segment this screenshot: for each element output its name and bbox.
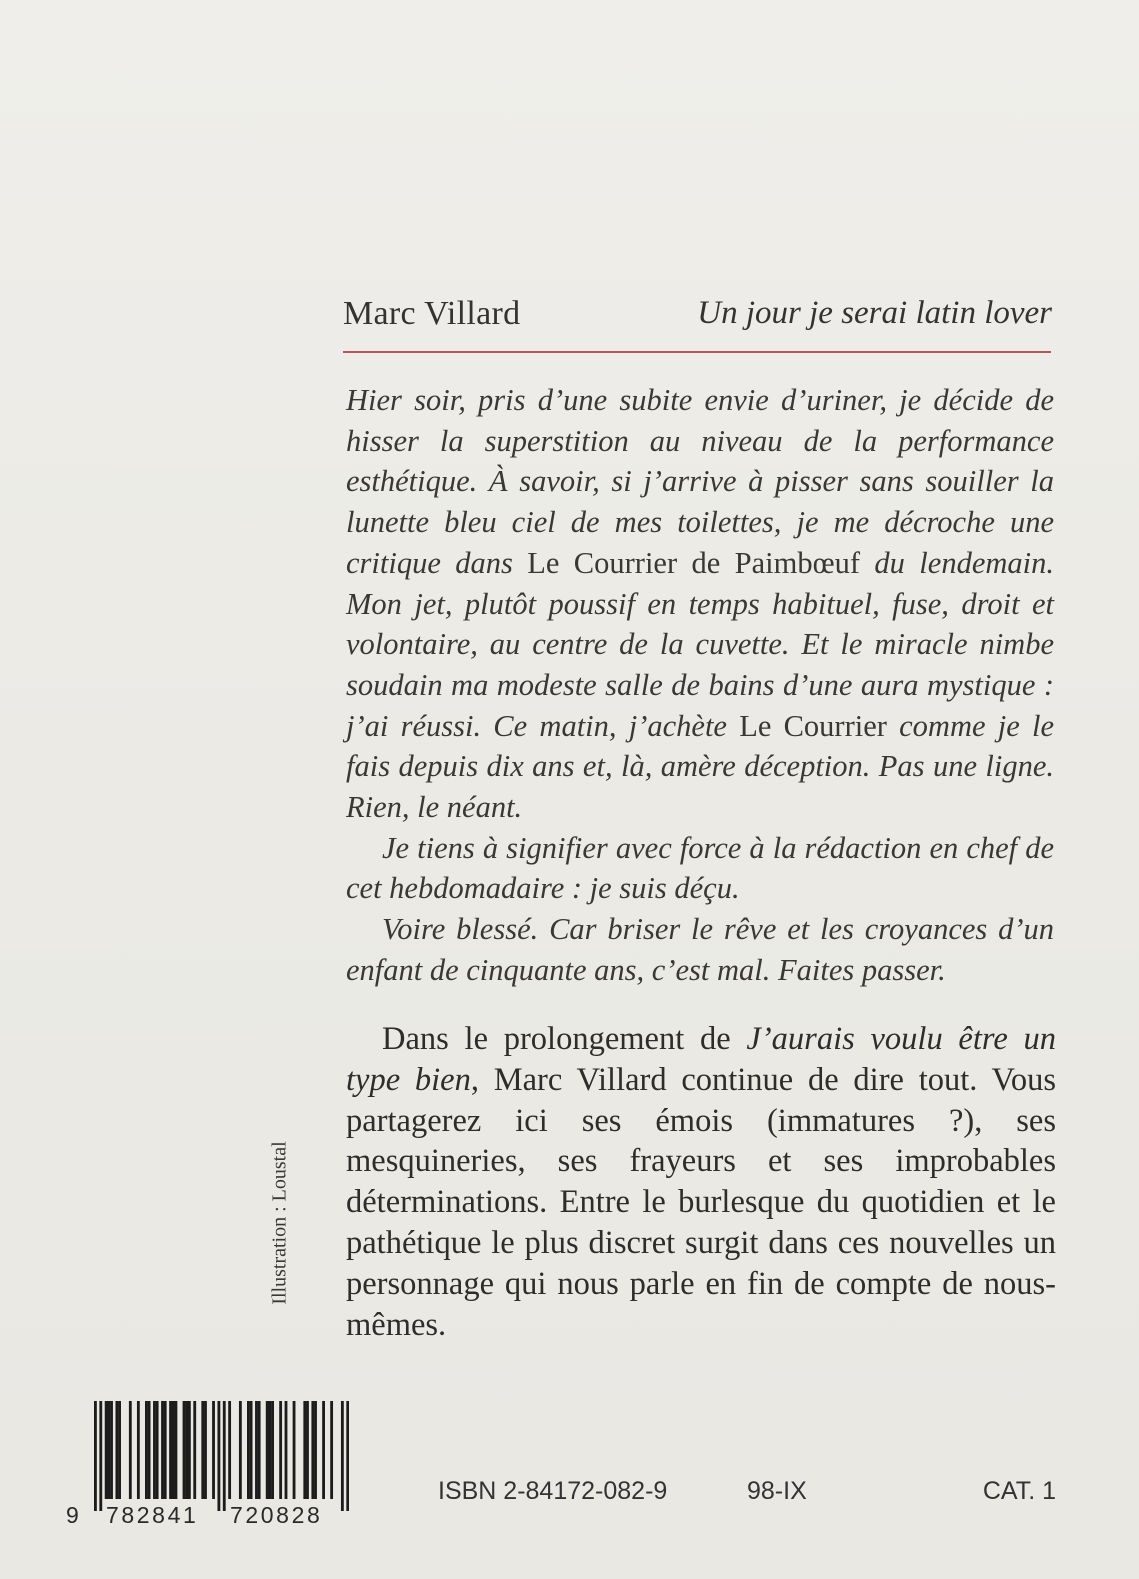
barcode-bar [285,1401,288,1499]
barcode-bar [118,1401,121,1499]
barcode-right-digits: 720828 [230,1502,323,1528]
excerpt-paragraph-3: Voire blessé. Car briser le rêve et les croyances d’un enfant de cinquante ans, c’est mal. Faites passer. [346,912,1054,987]
barcode-bar [145,1401,148,1499]
barcode-bar [239,1401,242,1499]
barcode-bar [185,1401,188,1499]
illustration-credit-text: Illustration : Loustal [268,1140,291,1305]
excerpt-text: du lendemain. Mon jet, plutôt poussif en temps habituel, fuse, droit et volontaire, au centre de la cuvette. Et le miracle nimbe soudain ma modeste salle de bains d’une aura mystique : j’ai réussi. Ce matin, j’achète [346,545,1054,743]
isbn-label: ISBN 2-84172-082-9 [438,1477,668,1505]
barcode-bar [247,1401,250,1499]
barcode-bar [201,1401,204,1499]
newspaper-title: Le Courrier de Paimbœuf [527,545,861,580]
barcode-bar [322,1401,325,1499]
barcode-bar [148,1401,151,1499]
barcode-bar [129,1401,132,1499]
previous-book-title: J’aurais voulu être un type bien [346,1021,1057,1098]
newspaper-title-short: Le Courrier [739,708,887,743]
barcode-bar [266,1401,269,1499]
barcode-bar [105,1401,108,1499]
barcode-bar [212,1401,215,1499]
blurb-text: , Marc Villard continue de dire tout. Vous partagerez ici ses émois (immatures ?), ses mesquineries, ses frayeurs et ses improbables déterminations. Entre le burlesque du quotidien et le pathétique le plus discret surgit dans ces nouvelles un personnage qui nous parle en fin de compte de nous-mêmes. [346,1061,1056,1343]
barcode-bar [303,1401,306,1499]
excerpt [346,380,1054,991]
barcode-bar [330,1401,333,1499]
barcode-bar [172,1401,175,1499]
excerpt-text: Hier soir, pris d’une subite envie d’uriner, je décide de hisser la superstition au niveau de la performance esthétique. À savoir, si j’arrive à pisser sans souiller la lunette bleu ciel de mes toilettes, je me décroche une critique dans [346,383,1054,580]
barcode-bar [164,1401,167,1499]
blurb [346,1019,1056,1345]
barcode-bar [115,1401,118,1499]
blurb-paragraph [346,1019,1056,1345]
barcode-bar [161,1401,164,1499]
barcode-bar [175,1401,178,1499]
barcode-bar [188,1401,191,1499]
barcode-guard-bar [341,1401,344,1511]
barcode-bar [311,1401,314,1499]
barcode-guard-bar [223,1401,226,1511]
barcode-bar [228,1401,231,1499]
barcode-bar [255,1401,258,1499]
barcode-bar [268,1401,271,1499]
barcode-first-digit: 9 [66,1502,79,1528]
barcode [64,1396,354,1536]
blurb-text: Dans le prolongement de [382,1021,747,1057]
barcode-bar [107,1401,110,1499]
barcode-bar [137,1401,140,1499]
barcode-bar [314,1401,317,1499]
book-title: Un jour je serai latin lover [697,295,1052,331]
category-label: CAT. 1 [982,1477,1056,1505]
excerpt-paragraph-2: Je tiens à signifier avec force à la rédaction en chef de cet hebdomadaire : je suis déçu. [346,830,1054,906]
header-divider [343,351,1051,353]
barcode-bar [293,1401,296,1499]
barcode-guard-bar [217,1401,220,1511]
illustration-credit [268,1100,292,1345]
barcode-bars [94,1401,349,1511]
barcode-bar [250,1401,253,1499]
catalog-code: 98-IX [747,1477,807,1505]
barcode-bar [193,1401,196,1499]
barcode-bar [156,1401,159,1499]
excerpt-text: comme je le fais depuis dix ans et, là, amère déception. Pas une ligne. Rien, le néant. [346,708,1055,825]
barcode-bar [306,1401,309,1499]
barcode-guard-bar [99,1401,102,1511]
excerpt-paragraph-1 [346,380,1054,828]
barcode-left-digits: 782841 [106,1502,199,1528]
barcode-guard-bar [94,1401,97,1511]
barcode-bar [204,1401,207,1499]
barcode-bar [110,1401,113,1499]
barcode-guard-bar [346,1401,349,1511]
author-name: Marc Villard [343,295,521,332]
barcode-bar [258,1401,261,1499]
barcode-bar [153,1401,156,1499]
barcode-bar [279,1401,282,1499]
barcode-bar [271,1401,274,1499]
barcode-bar [183,1401,186,1499]
barcode-bar [169,1401,172,1499]
